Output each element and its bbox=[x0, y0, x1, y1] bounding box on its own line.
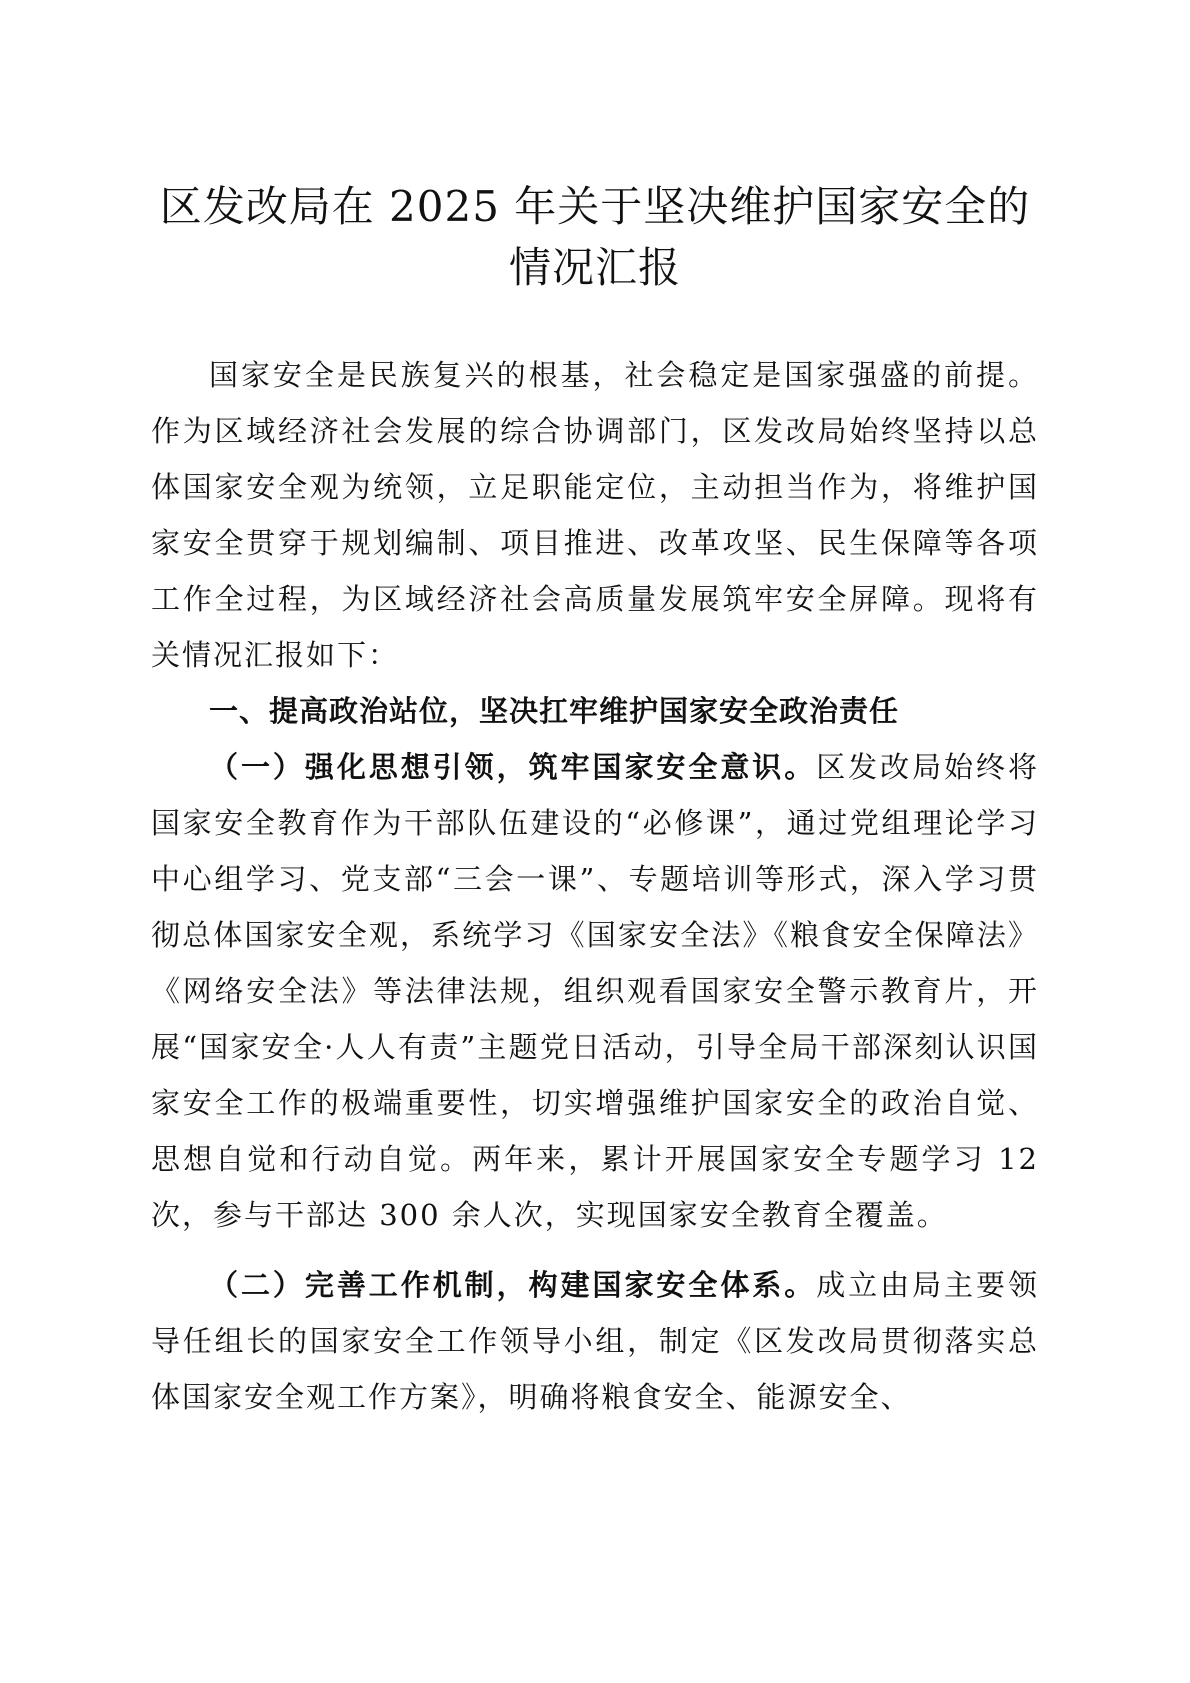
intro-paragraph: 国家安全是民族复兴的根基，社会稳定是国家强盛的前提。作为区域经济社会发展的综合协调部门，区发改局始终坚持以总体国家安全观为统领，立足职能定位，主动担当作为，将维护国家安全贯穿于规划编制、项目推进、改革攻坚、民生保障等各项工作全过程，为区域经济社会高质量发展筑牢安全屏障。现将有关情况汇报如下： bbox=[151, 358, 1039, 672]
title-line-1: 区发改局在 2025 年关于坚决维护国家安全的 bbox=[159, 182, 1031, 231]
item-1-heading: （一）强化思想引领，筑牢国家安全意识。 bbox=[209, 750, 817, 784]
item-2-heading: （二）完善工作机制，构建国家安全体系。 bbox=[209, 1268, 817, 1302]
item-1-body: 区发改局始终将国家安全教育作为干部队伍建设的“必修课”，通过党组理论学习中心组学习、党支部“三会一课”、专题培训等形式，深入学习贯彻总体国家安全观，系统学习《国家安全法》《粮食安全保障法》《网络安全法》等法律法规，组织观看国家安全警示教育片，开展“国家安全·人人有责”主题党日活动，引导全局干部深刻认识国家安全工作的极端重要性，切实增强维护国家安全的政治自觉、思想自觉和行动自觉。两年来，累计开展国家安全专题学习 12 次，参与干部达 300 余人次，实现国家安全教育全覆盖。 bbox=[151, 750, 1039, 1232]
title-line-2: 情况汇报 bbox=[508, 243, 681, 292]
document-title bbox=[140, 176, 1050, 298]
item-1-paragraph bbox=[151, 739, 1039, 1243]
item-2-paragraph bbox=[151, 1257, 1039, 1425]
item-2-body: 成立由局主要领导任组长的国家安全工作领导小组，制定《区发改局贯彻落实总体国家安全观工作方案》，明确将粮食安全、能源安全、 bbox=[151, 1268, 1039, 1414]
section-1-heading: 一、提高政治站位，坚决扛牢维护国家安全政治责任 bbox=[209, 694, 900, 728]
document-body bbox=[151, 347, 1039, 1425]
